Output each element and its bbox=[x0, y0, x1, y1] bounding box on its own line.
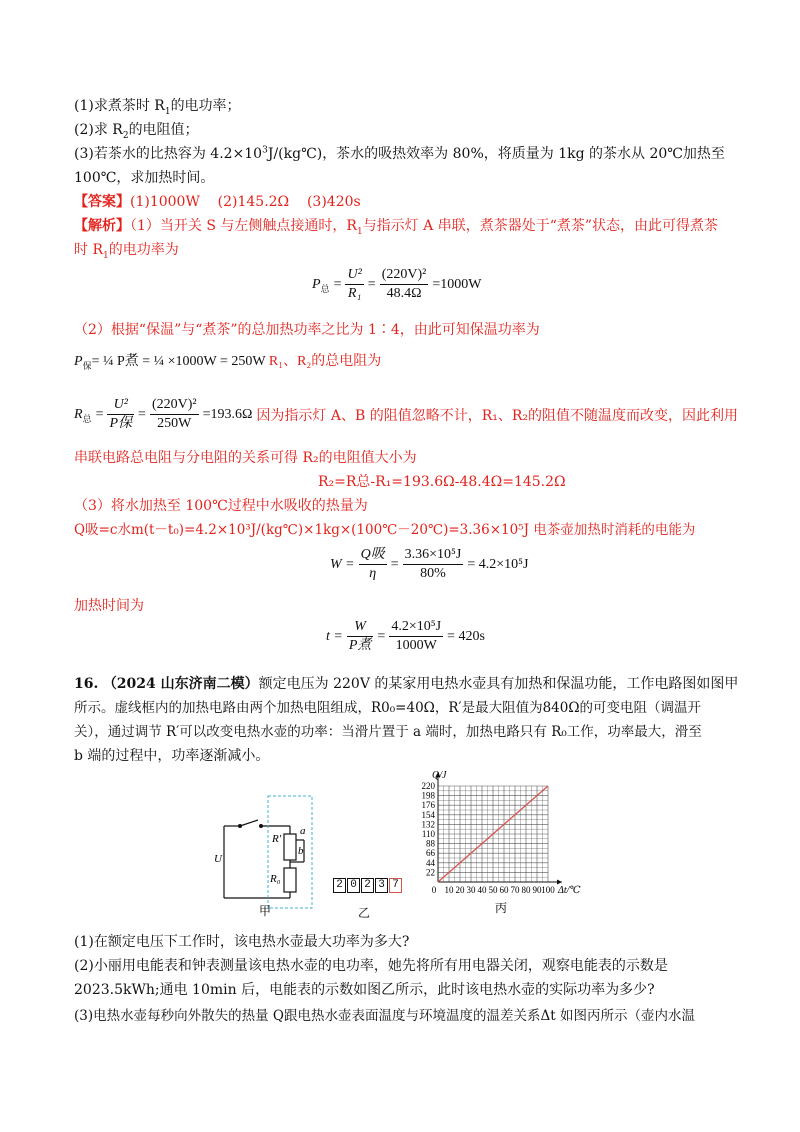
meter-digit: 0 bbox=[347, 878, 360, 893]
energy-meter bbox=[333, 878, 402, 893]
analysis-1: 【解析】（1）当开关 S 与左侧触点接通时，$R_1$与指示灯 A 串联，煮茶器处于“煮茶”状态，由此可得煮茶 bbox=[74, 218, 719, 237]
x-tick-label: 10 bbox=[444, 885, 454, 895]
label-a: a bbox=[300, 825, 306, 837]
heat-loss-chart bbox=[404, 770, 604, 920]
analysis-2: （2）根据“保温”与“煮茶”的总加热功率之比为 1∶4，由此可知保温功率为 bbox=[74, 322, 540, 338]
x-tick-label: 60 bbox=[499, 885, 509, 895]
q16-sub1: (1)在额定电压下工作时，该电热水壶最大功率为多大? bbox=[74, 934, 410, 950]
y-axis-label: Q/J bbox=[432, 770, 447, 781]
resistor-r0 bbox=[284, 868, 296, 892]
y-tick-label: 44 bbox=[426, 857, 435, 868]
label-u: U bbox=[214, 853, 222, 865]
equation-time: t = $\frac{W}{\text{P煮}}$ = $\frac{\text{4.2×10⁵J}}{1000W}$ = 420s bbox=[326, 619, 485, 653]
answer-label: 【答案】 bbox=[74, 194, 130, 210]
x-tick-label: 80 bbox=[521, 885, 531, 895]
q16-sub3: (3)电热水壶每秒向外散失的热量 Q跟电热水壶表面温度与环境温度的温差关系Δt 如图丙所示（壶内水温 bbox=[74, 1008, 695, 1024]
q16-sub2: (2)小丽用电能表和钟表测量该电热水壶的电功率，她先将所有用电器关闭，观察电能表的示数是 bbox=[74, 958, 668, 974]
q16-source: （2024 山东济南二模） bbox=[102, 676, 259, 692]
y-tick-label: 22 bbox=[426, 867, 435, 878]
equation-total-resistance: $R_总$ = $\frac{\text{U²}}{\text{P保}}$ = $\frac{\text{(220V)²}}{250W}$ =193.6Ω 因为指示灯 A、B 的阻值忽略不计，R₁、R₂的阻值不随温度而改变，因此利用 bbox=[74, 397, 739, 431]
x-tick-label: 0 bbox=[431, 885, 437, 895]
y-tick-label: 154 bbox=[421, 809, 435, 820]
q15-sub1: (1)求煮茶时 $R_1$的电功率； bbox=[74, 98, 241, 117]
q16-stem-2: 所示。虚线框内的加热电路由两个加热电阻组成，R0₀=40Ω，R′是最大阻值为840Ω的可变电阻（调温开 bbox=[74, 700, 702, 716]
equation-power-total: $P_总$ = $\frac{\text{U²}}{\text{R₁}}$ = $\frac{\text{(220V)²}}{48.4\Omega}$ =1000W bbox=[312, 267, 482, 301]
analysis-label: 【解析】 bbox=[74, 218, 130, 234]
x-tick-label: 30 bbox=[466, 885, 476, 895]
fig-label-yi: 乙 bbox=[358, 906, 371, 920]
y-tick-label: 220 bbox=[421, 781, 435, 791]
equation-power-keep: $P_保=$ ¼ P煮 = ¼ ×1000W = 250W R₁、R₂的总电阻为 bbox=[74, 354, 382, 371]
meter-digit-decimal: 7 bbox=[389, 878, 402, 893]
q15-sub2: (2)求 $R_2$的电阻值； bbox=[74, 122, 199, 141]
switch-contact-left bbox=[238, 824, 242, 828]
q15-sub3-cont: 100℃，求加热时间。 bbox=[74, 170, 215, 186]
equation-r2: R₂=R总-R₁=193.6Ω-48.4Ω=145.2Ω bbox=[318, 474, 566, 490]
dashed-heating-box bbox=[268, 796, 312, 908]
x-tick-label: 50 bbox=[488, 885, 498, 895]
variable-resistor bbox=[284, 834, 296, 860]
x-axis-label: Δt/℃ bbox=[558, 885, 581, 896]
y-tick-label: 88 bbox=[426, 838, 435, 849]
y-tick-label: 132 bbox=[421, 819, 435, 830]
y-tick-label: 198 bbox=[421, 790, 435, 801]
q16-stem-4: b 端的过程中，功率逐渐减小。 bbox=[74, 748, 270, 764]
analysis-4: 加热时间为 bbox=[74, 598, 144, 614]
equation-heat: Q吸=c水m(t－t₀)=4.2×10³J/(kg℃)×1kg×(100℃－20℃)=3.36×10⁵J 电茶壶加热时消耗的电能为 bbox=[74, 522, 696, 538]
equation-energy: W = $\frac{\text{Q吸}}{\eta}$ = $\frac{\text{3.36×10⁵J}}{80\%}$ = 4.2×10⁵J bbox=[330, 547, 529, 581]
label-r0: R₀ bbox=[270, 873, 281, 885]
label-b: b bbox=[298, 845, 304, 857]
q16-stem-1: 16. （2024 山东济南二模）额定电压为 220V 的某家用电热水壶具有加热和保温功能，工作电路图如图甲 bbox=[74, 676, 739, 692]
analysis-2b: 串联电路总电阻与分电阻的关系可得 R₂的电阻值大小为 bbox=[74, 450, 417, 466]
x-tick-label: 40 bbox=[477, 885, 487, 895]
q16-stem-3: 关），通过调节 R′可以改变电热水壶的功率：当滑片置于 a 端时，加热电路只有 R₀工作，功率最大，滑至 bbox=[74, 724, 702, 740]
y-tick-label: 110 bbox=[421, 829, 435, 839]
meter-digit: 3 bbox=[375, 878, 388, 893]
x-tick-label: 90 bbox=[532, 885, 542, 895]
x-tick-label: 100 bbox=[541, 885, 555, 895]
q16-sub2-cont: 2023.5kWh;通电 10min 后，电能表的示数如图乙所示，此时该电热水壶的实际功率为多少? bbox=[74, 982, 655, 998]
answer-text: (1)1000W (2)145.2Ω (3)420s bbox=[130, 194, 361, 210]
switch-blade bbox=[240, 820, 258, 826]
fig-label-bing: 丙 bbox=[494, 901, 508, 915]
y-tick-label: 176 bbox=[421, 800, 435, 811]
label-r-prime: R′ bbox=[272, 833, 282, 845]
answer-line bbox=[74, 192, 361, 212]
y-tick-label: 66 bbox=[426, 848, 435, 859]
analysis-1-cont: 时 $R_1$的电功率为 bbox=[74, 242, 179, 261]
x-tick-label: 70 bbox=[510, 885, 520, 895]
x-tick-label: 20 bbox=[455, 885, 465, 895]
switch-contact-right bbox=[259, 824, 263, 828]
analysis-3: （3）将水加热至 100℃过程中水吸收的热量为 bbox=[74, 498, 368, 514]
fig-label-jia: 甲 bbox=[259, 904, 272, 918]
circuit-diagram bbox=[212, 790, 324, 920]
x-axis-arrow bbox=[557, 880, 562, 885]
q15-sub3: (3)若茶水的比热容为 $4.2\times 10^3J/(kg℃)$，茶水的吸热效率为 80%，将质量为 1kg 的茶水从 20℃加热至 bbox=[74, 145, 725, 162]
q16-number: 16. bbox=[74, 676, 99, 692]
meter-digit: 2 bbox=[361, 878, 374, 893]
meter-digit: 2 bbox=[333, 878, 346, 893]
